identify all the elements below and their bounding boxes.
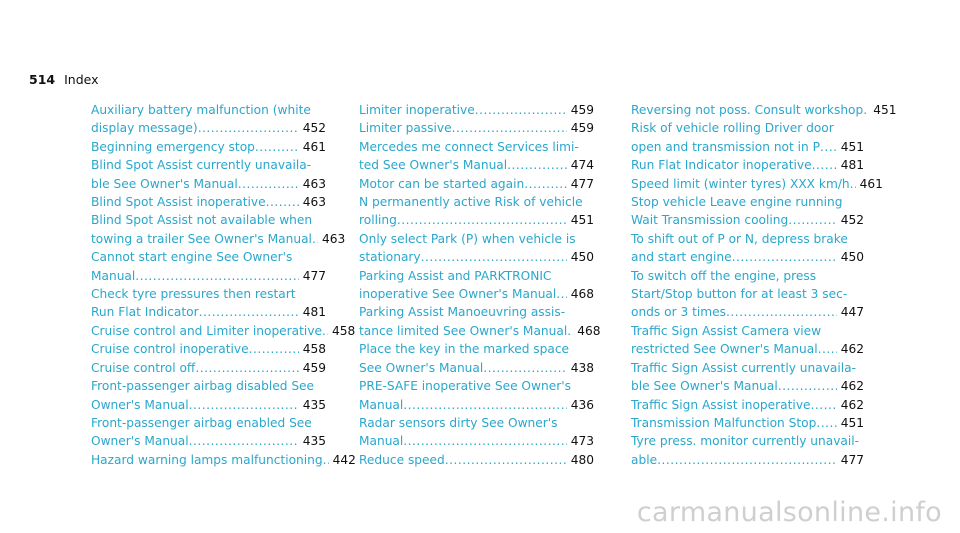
index-entry[interactable] — [359, 340, 594, 377]
dot-leader — [452, 119, 567, 137]
page-ref[interactable]: 438 — [570, 360, 594, 375]
entry-leader-row — [91, 230, 346, 248]
page-ref[interactable]: 462 — [840, 379, 864, 394]
index-entry[interactable] — [359, 414, 594, 451]
page-ref[interactable]: 458 — [332, 323, 356, 338]
index-entry[interactable] — [631, 414, 864, 432]
entry-leader-row — [91, 175, 326, 193]
index-entry[interactable] — [359, 377, 594, 414]
index-entry[interactable] — [359, 303, 601, 340]
entry-text: Blind Spot Assist not available when — [91, 213, 313, 228]
index-entry[interactable] — [91, 377, 326, 414]
index-entry[interactable] — [359, 230, 594, 267]
dot-leader — [403, 396, 566, 414]
index-column-3 — [631, 101, 897, 469]
entry-leader-row — [91, 396, 326, 414]
dot-leader — [198, 119, 299, 137]
index-entry[interactable] — [631, 267, 864, 322]
entry-text: Cannot start engine See Owner's — [91, 250, 293, 265]
page-ref[interactable]: 459 — [570, 103, 594, 117]
index-entry[interactable] — [91, 322, 356, 340]
entry-text: open and transmission not in P — [631, 139, 820, 154]
entry-text: stationary — [359, 250, 421, 265]
entry-text: Owner's Manual — [91, 397, 189, 412]
page-ref[interactable]: 452 — [302, 121, 326, 136]
entry-text: restricted See Owner's Manual — [631, 342, 818, 357]
page-ref[interactable]: 451 — [570, 213, 594, 228]
entry-leader-row — [359, 156, 594, 174]
entry-text: To switch off the engine, press — [631, 268, 817, 283]
entry-text: Place the key in the marked space — [359, 342, 570, 357]
index-entry[interactable] — [631, 156, 864, 174]
entry-text: Manual — [359, 397, 404, 412]
page-ref[interactable]: 473 — [570, 434, 594, 449]
dot-leader — [199, 303, 299, 321]
dot-leader — [657, 451, 837, 469]
entry-text: and start engine — [631, 250, 732, 265]
entry-text: PRE-SAFE inoperative See Owner's — [359, 379, 571, 394]
index-entry[interactable] — [91, 414, 326, 451]
entry-text: ted See Owner's Manual — [359, 158, 508, 173]
entry-leader-row — [359, 322, 601, 340]
index-entry[interactable] — [359, 101, 594, 119]
entry-leader-row — [631, 340, 864, 358]
entry-leader-row — [631, 303, 864, 321]
index-entry[interactable] — [91, 156, 326, 193]
entry-text: N permanently active Risk of vehicle — [359, 195, 583, 210]
entry-text: Front-passenger airbag enabled See — [91, 415, 312, 430]
entry-text: Wait Transmission cooling — [631, 213, 789, 228]
page-ref[interactable]: 451 — [840, 415, 864, 430]
entry-text: Speed limit (winter tyres) XXX km/h — [631, 176, 850, 191]
entry-text: able — [631, 452, 658, 467]
entry-text: Transmission Malfunction Stop — [631, 415, 817, 430]
index-entry[interactable] — [631, 322, 864, 359]
entry-leader-row — [359, 211, 594, 229]
entry-text: Stop vehicle Leave engine running — [631, 195, 843, 210]
index-entry[interactable] — [359, 119, 594, 137]
entry-leader-row — [631, 211, 864, 229]
entry-text: Parking Assist and PARKTRONIC — [359, 268, 552, 283]
index-entry[interactable] — [91, 340, 326, 358]
entry-leader-row — [359, 119, 594, 137]
index-entry[interactable] — [631, 119, 864, 156]
entry-text: rolling — [359, 213, 397, 228]
page-ref[interactable]: 461 — [302, 139, 326, 154]
dot-leader — [816, 414, 836, 432]
entry-text: Manual — [91, 268, 136, 283]
index-entry[interactable] — [91, 359, 326, 377]
entry-text: Only select Park (P) when vehicle is — [359, 231, 576, 246]
entry-text: ble See Owner's Manual — [631, 379, 778, 394]
dot-leader — [403, 432, 566, 450]
page-ref[interactable]: 458 — [302, 342, 326, 357]
page-ref[interactable]: 468 — [570, 287, 594, 302]
index-entry[interactable] — [91, 451, 356, 469]
entry-text: Traffic Sign Assist inoperative — [631, 397, 811, 412]
dot-leader — [189, 396, 299, 414]
page-ref[interactable]: 450 — [840, 250, 864, 265]
entry-text: Traffic Sign Assist Camera view — [631, 323, 822, 338]
entry-leader-row — [91, 322, 356, 340]
entry-leader-row — [359, 432, 594, 450]
dot-leader — [189, 432, 299, 450]
index-entry[interactable] — [91, 211, 346, 248]
page-ref[interactable]: 436 — [570, 397, 594, 412]
page-ref[interactable]: 442 — [332, 452, 356, 467]
entry-leader-row — [91, 267, 326, 285]
entry-text: Start/Stop button for at least 3 sec- — [631, 287, 848, 302]
page-ref[interactable]: 462 — [840, 342, 864, 357]
page-ref[interactable]: 480 — [570, 452, 594, 467]
page-ref[interactable]: 477 — [840, 452, 864, 467]
entry-text: Reduce speed — [359, 452, 445, 467]
entry-text: ble See Owner's Manual — [91, 176, 238, 191]
page-ref[interactable]: 451 — [840, 139, 864, 154]
index-entry[interactable] — [91, 138, 326, 156]
entry-leader-row — [359, 101, 594, 119]
entry-text: Motor can be started again — [359, 176, 525, 191]
page-ref[interactable]: 461 — [859, 176, 883, 191]
entry-text: onds or 3 times — [631, 305, 726, 320]
page-ref[interactable]: 463 — [321, 231, 346, 246]
index-column-1 — [91, 101, 356, 469]
page-ref[interactable]: 468 — [577, 323, 601, 338]
dot-leader — [475, 101, 567, 119]
index-entry[interactable] — [631, 396, 864, 414]
entry-leader-row — [631, 451, 864, 469]
entry-text: Check tyre pressures then restart — [91, 287, 296, 302]
entry-text: Owner's Manual — [91, 434, 189, 449]
index-entry[interactable] — [91, 193, 326, 211]
index-entry[interactable] — [631, 175, 883, 193]
entry-text: Limiter passive — [359, 121, 452, 136]
page-ref[interactable]: 481 — [840, 158, 864, 173]
entry-leader-row — [91, 451, 356, 469]
index-entry[interactable] — [359, 138, 594, 175]
entry-text: Reversing not poss. Consult workshop — [631, 103, 864, 117]
page-ref[interactable]: 459 — [570, 121, 594, 136]
entry-leader-row — [631, 101, 897, 119]
index-entry[interactable] — [631, 193, 864, 230]
entry-leader-row — [91, 432, 326, 450]
entry-leader-row — [359, 248, 594, 266]
dot-leader — [249, 340, 299, 358]
watermark: carmanualsonline.info — [636, 497, 942, 528]
page-number: 514 — [29, 72, 56, 87]
entry-leader-row — [631, 175, 883, 193]
index-entry[interactable] — [631, 432, 864, 469]
dot-leader — [445, 451, 567, 469]
entry-text: inoperative See Owner's Manual — [359, 287, 557, 302]
entry-leader-row — [359, 285, 594, 303]
page-ref[interactable]: 452 — [840, 213, 864, 228]
index-column-2 — [359, 101, 601, 469]
entry-text: display message) — [91, 121, 198, 136]
dot-leader — [811, 396, 837, 414]
entry-text: Radar sensors dirty See Owner's — [359, 415, 558, 430]
entry-text: Run Flat Indicator inoperative — [631, 158, 812, 173]
entry-text: towing a trailer See Owner's Manual — [91, 231, 312, 246]
entry-text: Tyre press. monitor currently unavail- — [631, 434, 860, 449]
page-header — [29, 72, 99, 87]
dot-leader — [507, 156, 567, 174]
entry-text: Blind Spot Assist currently unavaila- — [91, 158, 312, 173]
page-ref[interactable]: 435 — [302, 397, 326, 412]
dot-leader — [820, 138, 837, 156]
page-ref[interactable]: 463 — [302, 176, 326, 191]
dot-leader — [135, 267, 298, 285]
entry-text: Cruise control and Limiter inoperative — [91, 323, 323, 338]
dot-leader — [195, 359, 298, 377]
page-ref[interactable]: 447 — [840, 305, 864, 320]
dot-leader — [818, 340, 837, 358]
entry-leader-row — [359, 359, 594, 377]
page-ref[interactable]: 463 — [302, 195, 326, 210]
entry-text: Risk of vehicle rolling Driver door — [631, 121, 834, 136]
dot-leader — [266, 193, 299, 211]
page-ref[interactable]: 474 — [570, 158, 594, 173]
page-ref[interactable]: 451 — [873, 103, 897, 117]
entry-leader-row — [91, 138, 326, 156]
index-entry[interactable] — [359, 267, 594, 304]
index-entry[interactable] — [91, 285, 326, 322]
page-ref[interactable]: 477 — [302, 268, 326, 283]
dot-leader — [483, 359, 566, 377]
entry-leader-row — [631, 414, 864, 432]
entry-leader-row — [631, 377, 864, 395]
index-entry[interactable] — [91, 101, 326, 138]
dot-leader — [732, 248, 837, 266]
entry-leader-row — [359, 175, 594, 193]
entry-text: Parking Assist Manoeuvring assis- — [359, 305, 566, 320]
entry-leader-row — [631, 396, 864, 414]
dot-leader — [778, 377, 837, 395]
dot-leader — [556, 285, 566, 303]
dot-leader — [238, 175, 299, 193]
entry-text: Auxiliary battery malfunction (white — [91, 103, 311, 117]
entry-leader-row — [631, 248, 864, 266]
entry-text: Beginning emergency stop — [91, 139, 255, 154]
entry-text: Limiter inoperative — [359, 103, 475, 117]
dot-leader — [421, 248, 567, 266]
dot-leader — [726, 303, 837, 321]
entry-text: tance limited See Owner's Manual — [359, 323, 568, 338]
index-entry[interactable] — [631, 230, 864, 267]
section-title: Index — [64, 72, 99, 87]
entry-text: Mercedes me connect Services limi- — [359, 139, 579, 154]
index-entry[interactable] — [359, 451, 594, 469]
dot-leader — [812, 156, 837, 174]
index-entry[interactable] — [91, 248, 326, 285]
dot-leader — [397, 211, 567, 229]
entry-leader-row — [91, 340, 326, 358]
entry-leader-row — [359, 396, 594, 414]
index-entry[interactable] — [631, 101, 897, 119]
entry-text: To shift out of P or N, depress brake — [631, 231, 848, 246]
entry-text: Traffic Sign Assist currently unavaila- — [631, 360, 857, 375]
entry-leader-row — [631, 138, 864, 156]
dot-leader — [524, 175, 566, 193]
entry-text: Blind Spot Assist inoperative — [91, 195, 266, 210]
page-ref[interactable]: 481 — [302, 305, 326, 320]
entry-text: Cruise control off — [91, 360, 196, 375]
entry-text: Run Flat Indicator — [91, 305, 199, 320]
page-ref[interactable]: 435 — [302, 434, 326, 449]
entry-text: Cruise control inoperative — [91, 342, 249, 357]
entry-leader-row — [91, 193, 326, 211]
entry-leader-row — [631, 156, 864, 174]
page-ref[interactable]: 450 — [570, 250, 594, 265]
index-entry[interactable] — [359, 175, 594, 193]
entry-leader-row — [91, 119, 326, 137]
dot-leader — [788, 211, 837, 229]
entry-text: See Owner's Manual — [359, 360, 484, 375]
dot-leader — [255, 138, 299, 156]
page-ref[interactable]: 477 — [570, 176, 594, 191]
page-ref[interactable]: 459 — [302, 360, 326, 375]
entry-text: Hazard warning lamps malfunctioning — [91, 452, 323, 467]
entry-leader-row — [91, 303, 326, 321]
index-entry[interactable] — [631, 359, 864, 396]
entry-text: Front-passenger airbag disabled See — [91, 379, 315, 394]
entry-text: Manual — [359, 434, 404, 449]
entry-leader-row — [359, 451, 594, 469]
index-entry[interactable] — [359, 193, 594, 230]
entry-leader-row — [91, 359, 326, 377]
page-ref[interactable]: 462 — [840, 397, 864, 412]
